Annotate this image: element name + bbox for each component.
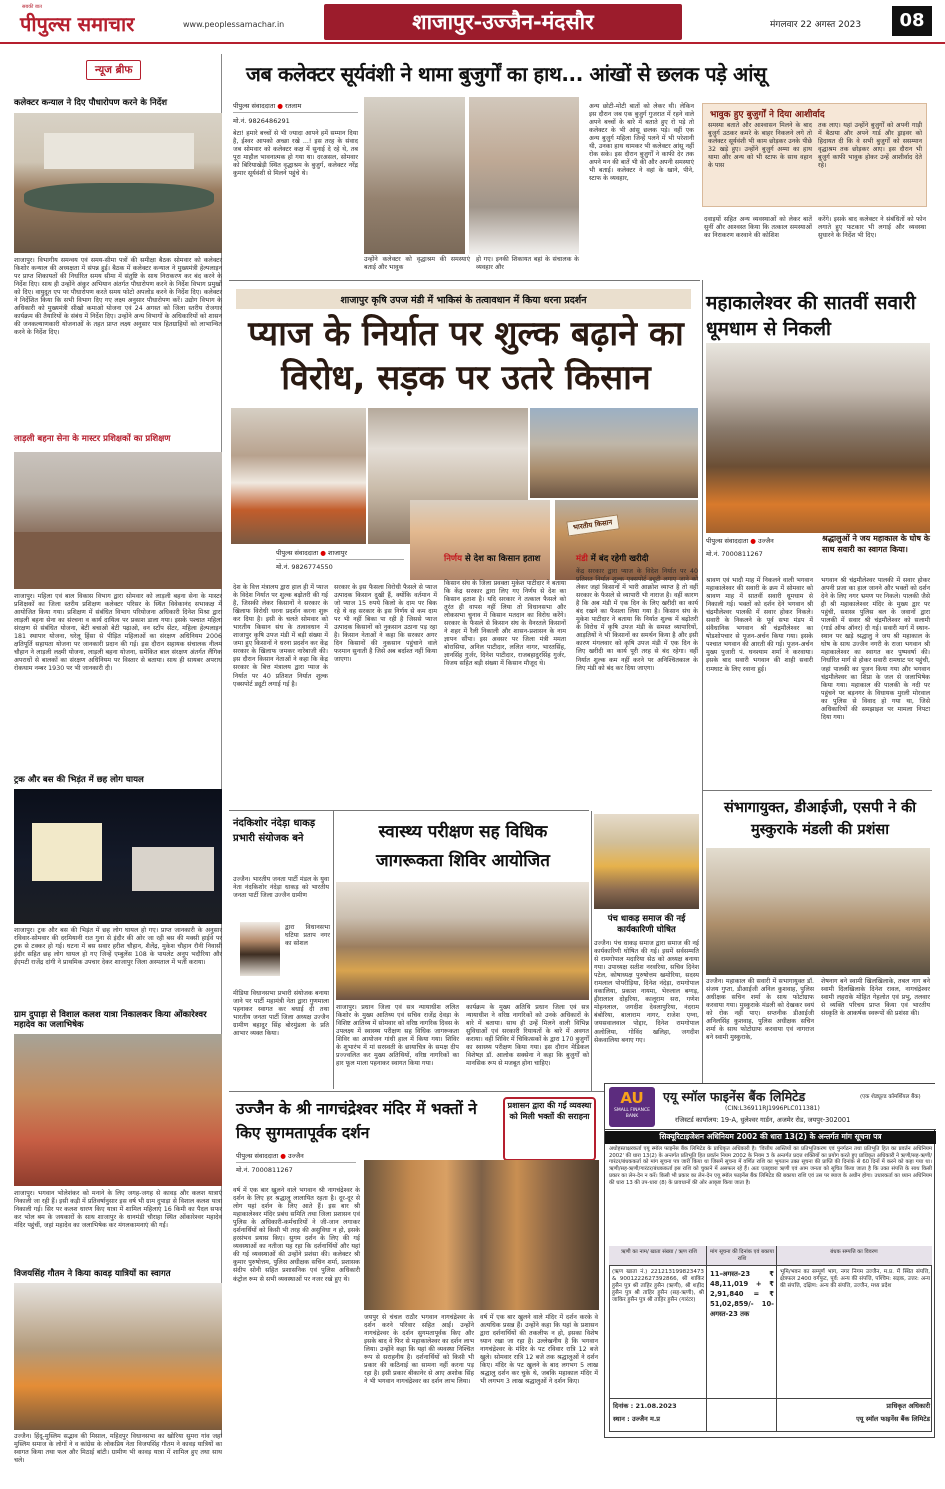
au-date: दिनांक : 21.08.2023 bbox=[613, 1402, 677, 1410]
nand-body-3: मीडिया विधानसभा प्रभारी संयोजक बनाया जाने पर पार्टी महामंत्री नेता द्वारा गुणमाला पहनाकर स्वागत कर बधाई दी तथा भारतीय जनता पार्टी जिला अध्यक्ष उज्जैन ग्रामीण बहादुर सिंह बोरमुंडला के प्रति आभार व्यक्त किया। bbox=[233, 990, 329, 1038]
sambhag-col1: उज्जैन। महाकाल की सवारी में सभागायुक्त डॉ. संजय गुप्ता, डीआईजी अनिल कुशवाह, पुलिस अधीक्षक सचिन शर्मा के साथ फोटोग्राफ करवाया गया। मुस्कुराके मंडली को देखकर स्वयं को रोक नहीं पाए। सप्तनीक डीआईजी अनिलसिंह कुशवाह, पुलिस अधीक्षक सचिन शर्मा के साथ फोटोग्राफ करवाया एवं नागराज बने स्वामी मुस्कुराके, bbox=[706, 978, 814, 1042]
kisan-col3: किसान संघ के जिला प्रवक्ता मुकेश पाटीदार ने बताया कि केंद्र सरकार द्वारा लिए गए निर्णय से देश का किसान हताश है। यदि सरकार ने तत्काल फैसले को तुरंत ही वापस नहीं लिया तो विधानसभा और लोकसभा चुनाव में किसान मतदान का विरोध करेंगे। सरकार के फैसले से किसान संघ के वैनरतले किसानों ने शहर में रैली निकाली और शासन-प्रशासन के नाम ज्ञापन सौंपा। इस अवसर पर जिला मंत्री ममता बोरासिया, अनिल पाटीदार, ललित नागर, भारतसिंह, ज्ञानसिंह गुर्जर, दिनेश पाटीदार, राजबहादुरसिंह गुर्जर, विजय सहित बड़ी संख्या में किसान मौजूद थे। bbox=[444, 580, 566, 668]
top-byline: पीपुल्स संवाददाता ● रतलाम bbox=[233, 101, 358, 113]
brief-2-body: शाजापुर। महिला एवं बाल विकास विभाग द्वारा सोमवार को लाड़ली बहना सेना के मास्टर प्रशिक्षकों का जिला स्तरीय प्रशिक्षण कलेक्टर परिसर के स्थित विवेकानंद सभाकक्ष में आयोजित किया गया। प्रशिक्षण में संबंधित विभाग परियोजना अधिकारी दिनेश मिश्रा द्वारा लाड़ली बहना सेना का संरचना व कार्य दायित्व पर प्रकाश डाला गया। इसके पश्चात महिला संरक्षण से संबंधित योजना, बेटी बचाओ बेटी पढ़ाओ, वन स्टॉप सेंटर, महिला हेल्पलाइन 181 स्थापार योजना, घरेलू हिंसा से पीड़ित महिलाओं का संरक्षण अधिनियम 2006 क्षतिपूर्ति सहायता योजना पर जानकारी प्रदान की गई। इस दौरान सहायक संचालक नीलम चौहान ने लाड़ली लक्ष्मी योजना, लाड़ली बहना योजना, समेकित बाल संरक्षण अंतर्गत लैंगिक अपराधों से बालकों का संरक्षण अधिनियम पर विस्तार से बताया। साथ ही सायबर अपराध रोकथाम नम्बर 1930 पर भी जानकारी दी। bbox=[14, 593, 222, 673]
dhakad-body: उज्जैन। पंच धाकड़ समाज द्वारा समाज की नई कार्यकारिणी घोषित की गई। इसमें सर्वसम्मति से रामगोपाल मदारिया सेठ को अध्यक्ष बनाया गया। उपाध्यक्ष सतीश नरवरिया, सचिव दिनेश पटेल, कोषाध्यक्ष पुरुषोत्तम खमोरिया, सदस्य रामलाल पोपरीड़िया, दिनेश नंदेड़ा, रामगोपाल वकालिया, प्रकाश नायमा, भेरुलाल बग्गड़, हीरालाल दोहरिया, कालूराम सरा, गणेश मोहनलाल, जगदीश देवलापुरिया, नंदराम बंबोरिया, बालाराम नागर, राजेश एग्ना, जयसवालवाल पोद्दार, दिनेश रामगोपाल अलोलिया, गोविंद खलिहा, जगदीश सेकवालिया बनाए गए। bbox=[594, 940, 699, 1044]
dhakad-headline: पंच धाकड़ समाज की नई कार्यकारिणी घोषित bbox=[607, 914, 686, 935]
brief-5-title: विजयसिंह गौतम ने किया कावड़ यात्रियों का स्वागत bbox=[14, 1269, 171, 1279]
mahakal-byline-place: उज्जैन bbox=[758, 537, 774, 545]
divider-top bbox=[229, 280, 700, 281]
kisan-col4: केंद्र सरकार द्वारा प्याज के विदेश निर्यात पर 40 प्रतिशत निर्यात शुल्क एक्सपोर्ट ड्यूटी लगाए जाने को लेकर जहां किसानों में भारी आक्रोश व्याप्त है तो वहीं सरकार के फैसले से व्यापारी भी नाराज है। वहीं कारण है कि अब मंडी में एक दिन के लिए खरीदी का कार्य बंद रखने का फैसला लिया गया है। किसान संघ के मुकेश पाटीदार ने बताया कि निर्यात शुल्क में बढ़ोतरी के विरोध में कृषि उपज मंडी के समस्त व्यापारियों, आड़तियों ने भी किसानों का समर्थन किया है और इसी कारण मंगलवार को कृषि उपज मंडी में एक दिन के लिए खरीदी का कार्य पूरी तरह से बंद रहेगा। वहीं निर्यात शुल्क कम नहीं करने पर अनिश्चितकाल के लिए मंडी को बंद कर दिया जाएगा। bbox=[576, 568, 698, 672]
kisan-phone: मो.नं. 9826774550 bbox=[276, 563, 333, 571]
au-logo: AU bbox=[620, 1089, 644, 1107]
brief-2-title: लाड़ली बहना सेना के मास्टर प्रशिक्षकों का प्रशिक्षण bbox=[14, 434, 171, 444]
top-byline-name: पीपुल्स संवाददाता bbox=[233, 102, 276, 110]
kisan-byline-place: शाजापुर bbox=[328, 549, 348, 557]
top-byline-place: रतलाम bbox=[285, 102, 302, 110]
kisan-col4-heading bbox=[576, 554, 698, 565]
kisan-kicker: शाजापुर कृषि उपज मंडी में भाकिसं के तत्वावधान में किया धरना प्रदर्शन bbox=[340, 295, 587, 306]
divider-nand bbox=[333, 811, 334, 1089]
top-caption-2: हो गए। इनकी शिकायत बहां के संचालक के व्यवहार और bbox=[476, 256, 579, 272]
brief-2-photo bbox=[14, 452, 222, 589]
brief-4-title: ग्राम दुपाड़ा से विशाल कलश यात्रा निकालकर किया ओंकारेश्वर महादेव का जलाभिषेक bbox=[14, 1010, 207, 1030]
kisan-col4-heading-lead: मंडी bbox=[576, 554, 588, 564]
brief-5-body: उज्जैन। हिंदू-मुस्लिम सद्भाव की मिसाल, महिदपुर विधानसभा का खोरिया सुमरा गांव जहां मुस्लिम समाज के लोगों ने व कांग्रेस के लोकप्रिय नेता विजयसिंह गौतम ने कावड़ यात्रियों का स्वागत किया तथा फल और मिठाई बांटी। ग्रामीण भी कावड़ यात्रा में शामिल हुए तथा साथ चले। bbox=[14, 1433, 222, 1465]
kisan-byline: पीपुल्स संवाददाता ● शाजापुर bbox=[276, 548, 404, 560]
au-row-property: भूमि/भवन का सम्पूर्ण भाग, नगर निगम उज्जैन, म.प्र. में स्थित संपत्ति, क्षेत्रफल 2400 वर्गफुट, पूर्व: अन्य की संपत्ति, पश्चिम: सड़क, उत्तर: अन्य की संपत्ति, दक्षिण: अन्य की संपत्ति, उज्जैन, मध्य प्रदेश bbox=[780, 1269, 930, 1289]
mahakal-col2: भगवान श्री चंद्रमौलेश्वर पालकी में सवार होकर अपनी प्रजा का हाल जानने और भक्तों को दर्शन देने के लिए नगर भ्रमण पर निकले। पालकी जैसे ही श्री महाकालेश्वर मंदिर के मुख्य द्वार पर पहुंची, सशस्त्र पुलिस बल के जवानों द्वारा पालकी में सवार श्री चंद्रमौलेश्वर को सलामी (गार्ड ऑफ ऑनर) दी गई। सवारी मार्ग में स्थान-स्थान पर खड़े श्रद्धालु ने जय श्री महाकाल के घोष के साथ उज्जैन नगरी के राजा भगवान श्री महाकालेश्वर का स्वागत कर पुष्पवर्षा की। निर्धारित मार्ग से होकर सवारी रामघाट पर पहुंची, जहां पालकी का पूजन किया गया और भगवान चंद्रमौलेश्वर का शिप्रा के जल से जलाभिषेक किया गया। महाकाल की पालकी के नदी पर पहुंचने पर बड़नगर के विधायक मुरली मोरवाल का पुलिस से विवाद हो गया था, जिसे अधिकारियों की समझाइश पर मामला निपटा दिया गया। bbox=[821, 577, 930, 721]
kisan-col3-heading-lead: निर्णय bbox=[444, 554, 462, 564]
sambhag-photo bbox=[706, 848, 930, 975]
news-brief-column bbox=[14, 54, 222, 1465]
top-col1: बेटा! हमारे बच्चों से भी ज्यादा आपने हमें सम्मान दिया है, ईश्वर आपको अच्छा रखे ...! इस तरह के संवाद जब सोमवार को कलेक्टर कक्ष में सुनाई दे रहे थे, तब पूरा माहौल भावनात्मक हो गया था। दरअसल, सोमवार को बिरियाखेड़ी स्थित वृद्धाश्रम के बुजुर्ग, कलेक्टर नरेंद्र कुमार सूर्यवंशी से मिलने पहुंचे थे। bbox=[233, 130, 358, 178]
top-caption-1: उन्होंने कलेक्टर को वृद्धाश्रम की समस्याएं बताई और भावुक bbox=[364, 256, 470, 272]
nag-phone: मो.नं. 7000811267 bbox=[236, 1166, 293, 1174]
divider-dhakad bbox=[591, 811, 592, 1091]
au-cin: (CIN:L36911RJ1996PLC011381) bbox=[725, 1105, 820, 1112]
top-headline: जब कलेक्टर सूर्यवंशी ने थामा बुजुर्गों का हाथ... आंखों से छलक पड़े आंसू bbox=[246, 62, 767, 86]
website-url[interactable]: www.peoplessamachar.in bbox=[183, 20, 285, 29]
nag-side-headline: प्रशासन द्वारा की गई व्यवस्था को मिली भक्तों की सराहना bbox=[507, 1101, 592, 1121]
nag-byline-name: पीपुल्स संवाददाता bbox=[236, 1152, 279, 1160]
health-col1: शाजापुर। प्रधान जिला एवं सत्र न्यायाधीश ललित किशोर के मुख्य आतिथ्य एवं सचिव राजेंद्र देवड़ा के विशिष्ट आतिथ्य में सोमवार को वरिष्ठ नागरिक दिवस के उपलक्ष्य में स्वास्थ्य परीक्षण सह विधिक जागरूकता शिविर का आयोजन गांधी हाल में किया गया। शिविर के शुभारंभ में मां सरस्वती के छायाचित्र के समक्ष दीप प्रज्ज्वलित कर मुख्य अतिथियों, वरिष्ठ नागरिकों का हार फूल माला पहनाकर स्वागत किया गया। bbox=[336, 1004, 459, 1068]
kisan-photo-4 bbox=[410, 500, 550, 580]
au-sign-2: एयू स्मॉल फाइनेंस बैंक लिमिटेड bbox=[856, 1415, 930, 1423]
masthead-tag: सबकी बात bbox=[22, 4, 42, 10]
brief-3-body: शाजापुर। ट्रक और बस की भिड़ंत में छह लोग घायल हो गए। प्राप्त जानकारी के अनुसार रविवार-सोमवार की दरमियानी रात गुना से इंदौर की ओर जा रही बस की मक्सी हाईवे पर ट्रक से टक्कर हो गई। घटना में बस सवार हरीश चौहान, शैलेंद्र, मुकेश चौहान रौनी निवासी इंदौर सहित छह लोग घायल हो गए जिन्हें एम्बुलेंस 108 के पायलेट अनूप भदौरिया और ईएमटी राजेंद्र दांगी ने प्राथमिक उपचार देकर शाजापुर जिला अस्पताल में भर्ती कराया। bbox=[14, 927, 222, 967]
top-sidebox-title: भावुक हुए बुजुर्गों ने दिया आशीर्वाद bbox=[710, 110, 825, 120]
nag-headline: उज्जैन के श्री नागचंद्रेश्वर मंदिर में भक्तों ने किए सुगमतापूर्वक दर्शन bbox=[236, 1100, 477, 1142]
nag-col1: वर्ष में एक बार खुलने वाले भगवान श्री नागचंद्रेश्वर के दर्शन के लिए हर श्रद्धालु लालायित रहता है। दूर-दूर से लोग यहां दर्शन के लिए आते हैं। इस बार श्री महाकालेश्वर मंदिर प्रबंध समिति तथा जिला प्रशासन एवं पुलिस के अधिकारी-कर्मचारियों ने जी-जान लगाकर दर्शनार्थियों को किसी भी तरह की असुविधा न हो, इसके हरसंभव प्रयास किए। सुगम दर्शन के लिए की गई व्यवस्थाओं का नतीजा यह रहा कि दर्शनार्थियों और यहां की गई व्यवस्थाओं की उन्होंने प्रशंसा की। कलेक्टर श्री कुमार पुरुषोत्तम, पुलिस अधीक्षक सचिन शर्मा, प्रशासक संदीप सोनी सहित प्रशासनिक एवं पुलिस अधिकारी कंट्रोल रूम से सभी व्यवस्थाओं पर नजर रखे हुए थे। bbox=[233, 1187, 360, 1283]
mahakal-byline: पीपुल्स संवाददाता ● उज्जैन bbox=[706, 537, 774, 545]
au-logo-sub: SMALL FINANCE BANK bbox=[614, 1108, 650, 1119]
au-notice-title: सिक्यूरिटाइजेशन अधिनियम 2002 की धारा 13(2) के अन्तर्गत मांग सूचना पत्र bbox=[659, 1132, 882, 1141]
au-company-tag: (एक शेड्यूल्ड कॉमर्शियल बैंक) bbox=[860, 1094, 921, 1100]
dhakad-photo bbox=[594, 814, 699, 909]
au-th-2: मांग सूचना की दिनांक एवं बकाया राशि bbox=[710, 1249, 774, 1262]
top-sidebox-left: समस्या बताते और आश्वासन मिलने के बाद बुजुर्ग उठकर कमरे के बाहर निकलने लगे तो कलेक्टर सूर्यवंशी भी काम छोड़कर उनके पीछे 32 खड़े हुए। उन्होंने बुजुर्ग अम्मा का हाथ थामा और अन्य को भी स्टाफ के साथ वहान के पास bbox=[708, 122, 812, 170]
nag-col3: वर्ष में एक बार खुलने वाले मंदिर में दर्शन करके वे अत्यधिक प्रसन्न हैं। उन्होंने कहा कि यहां के प्रशासन द्वारा दर्शनार्थियों की तकलीफ न हो, इसका विशेष ध्यान रखा जा रहा है। उल्लेखनीय है कि भगवान नागचंद्रेश्वर के मंदिर के पट रविवार रात्रि 12 बजे खुले। सोमवार रात्रि 12 बजे तक श्रद्धालुओं ने दर्शन किए। मंदिर के पट खुलने के बाद लगभग 5 लाख श्रद्धालु दर्शन कर चुके थे, जबकि महाकाल मंदिर में भी लगभग 3 लाख श्रद्धालुओं ने दर्शन किए। bbox=[480, 1314, 598, 1386]
divider-mahakal bbox=[702, 790, 932, 791]
health-photo bbox=[336, 882, 589, 1000]
au-address: रजिस्टर्ड कार्यालय: 19-A, धुलेश्वर गार्डन, अजमेर रोड, जयपुर-302001 bbox=[675, 1116, 851, 1124]
au-th-1: ऋणी का नाम/ खाता संख्या / ऋण राशि bbox=[620, 1249, 698, 1255]
masthead-logo: पीपुल्स समाचार bbox=[20, 12, 135, 36]
au-company: एयू स्मॉल फाइनेंस बैंक लिमिटेड bbox=[663, 1089, 806, 1104]
kisan-byline-name: पीपुल्स संवाददाता bbox=[276, 549, 319, 557]
news-brief-label: न्यूज ब्रीफ bbox=[86, 60, 141, 80]
brief-1-body: शाजापुर। विभागीय समन्वय एवं समय-सीमा पत्रों की समीक्षा बैठक सोमवार को कलेक्टर किशोर कन्याल की अध्यक्षता में संपन्न हुई। बैठक में कलेक्टर कन्याल ने मुख्यमंत्री हेल्पलाइन पर प्राप्त शिकायतों की निर्धारित समय सीमा में संतुष्टि के साथ निराकरण कर बंद करने के निर्देश दिए। साथ ही उन्होंने अंकुर अभियान अंतर्गत पौधारोपण करने के निर्देश विभाग प्रमुखों को दिए। वायुदूत एप पर पौधारोपण करते समय फोटो अपलोड करने के निर्देश दिए। कलेक्टर ने निर्देशित किया कि सभी विभाग दिए गए लक्ष्य अनुसार पौधारोपण करें। उद्योग विभाग के अधिकारी को मुख्यमंत्री सीखो कमाओ योजना एवं 24 अगस्त को जिला स्तरीय रोजगार कार्यक्रम की तैयारियों के संबंध में निर्देश दिए। उन्होंने अन्य विभागों के अधिकारियों को शासन की जनकल्याणकारी योजनाओं के तहत प्राप्त लक्ष्य अनुसार पात्र हितग्राहियों को लाभान्वित करने के निर्देश दिए। bbox=[14, 257, 222, 337]
nag-byline-place: उज्जैन bbox=[288, 1152, 304, 1160]
mahakal-photo bbox=[706, 343, 930, 533]
nand-photo bbox=[240, 922, 280, 976]
divider-kisan bbox=[229, 810, 589, 811]
kisan-col3-heading-rest: से देश का किसान हताश bbox=[462, 554, 541, 564]
nand-headline: नंदकिशोर नंदेड़ा धाकड़ प्रभारी संयोजक बने bbox=[233, 818, 316, 844]
health-headline: स्वास्थ्य परीक्षण सह विधिक जागरूकता शिविर आयोजित bbox=[376, 822, 550, 871]
brief-4-photo bbox=[14, 1034, 222, 1186]
kisan-photo-3 bbox=[530, 408, 698, 498]
au-row-amount: 11-अगस्त-23 ₹ 48,11,019 + ₹ 2,91,840 = ₹ 51,02,859/- 10-अगस्त-23 तक bbox=[710, 1270, 774, 1318]
nag-photo bbox=[364, 1160, 599, 1310]
mahakal-headline: महाकालेश्वर की सातवीं सवारी धूमधाम से निकली bbox=[706, 292, 916, 340]
kisan-banner-text: भारतीय किसान bbox=[566, 514, 619, 536]
kisan-col4-heading-rest: में बंद रहेगी खरीदी bbox=[587, 554, 649, 564]
health-col2: कार्यक्रम के मुख्य अतिथि प्रधान जिला एवं सत्र न्यायाधीश ने वरिष्ठ नागरिकों को उनके अधिकारों के बारे में बताया। साथ ही उन्हें मिलने वाली विभिन्न सुविधाओं एवं सरकारी रियायतों के बारे में अवगत कराया। वहीं शिविर में चिकित्सकों के द्वारा 170 बुजुर्गों का स्वास्थ्य परीक्षण किया गया। इस दौरान मेडिकल विशेषज्ञ डॉ. आलोक सक्सेना ने कहा कि बुजुर्गों को मानसिक रूप से मजबूत होना चाहिए। bbox=[466, 1004, 589, 1068]
top-phone: मो.नं. 9826486291 bbox=[233, 117, 290, 125]
kisan-col1: देश के वित्त मंत्रालय द्वारा हाल ही में प्याज के विदेश निर्यात पर शुल्क बढ़ोतरी की गई है, जिसकी लेकर किसानों ने सरकार के खिलाफ विरोधी धरना प्रदर्शन करना शुरू कर दिया है। इसी के चलते सोमवार को भारतीय किसान संघ के तत्वावधान में शाजापुर कृषि उपज मंडी में बड़ी संख्या में जमा हुए किसानों ने धरना प्रदर्शन कर केंद्र सरकार के खिलाफ जमकर नारेबाजी की। इस दौरान किसान नेताओं ने कहा कि केंद्र सरकार के बित्त मंत्रालय द्वारा प्याज के निर्यात पर 40 प्रतिशत निर्यात शुल्क एक्सपोर्ट ड्यूटी लगाई गई है। bbox=[233, 584, 328, 688]
brief-3-title: ट्रक और बस की भिड़ंत में छह लोग घायल bbox=[14, 775, 144, 785]
top-col6b: करेंगे। इसके बाद कलेक्टर ने संबंधितों को फोन लगाते हुए फटकार भी लगाई और व्यवस्था सुधारने के निर्देश भी दिए। bbox=[818, 216, 926, 240]
top-photo-2 bbox=[469, 97, 579, 254]
kisan-col2: सरकार के इस फैसला विरोधी फैसले से प्याज उत्पादक किसान दुखी हैं, क्योंकि वर्तमान में जो प्याज 15 रुपये किलो के दाम पर बिक रहे थे वह सरकार के इस निर्णय से कम दाम पर भी नहीं बिका पा रही है जिससे प्याज उत्पादक किसानों को नुकसान उठाना पड़ रहा है। किसान नेताओं ने कहा कि सरकार अगर दिन किसानों की नुकसान पहुंचाने वाले फरमान सुनाती है जिसे अब बर्दाश्त नहीं किया जाएगा। bbox=[334, 584, 437, 664]
au-sign-1: प्राधिकृत अधिकारी bbox=[886, 1402, 930, 1410]
top-col4: अन्य छोटी-मोटी बातों को लेकर थी। लेकिन इस दौरान जब एक बुजुर्ग गुजरात में रहने वाले अपने बच्चों के बारे में बताते हुए रो पड़े तो कलेक्टर के भी आंसू छलक पड़े। वहीं एक अन्य बुजुर्ग महिला जिन्हें पलने में भी परेशानी थी, उनका हाथ थामकर भी कलेक्टर आंसू नहीं रोक सके। इस दौरान बुजुर्गों ने काफी देर तक अपने मन की बातें भी की और अपनी समस्याएं भी बताई। कलेक्टर ने वहां के खाने, पीने, स्टाफ के व्यवहार, bbox=[589, 103, 694, 183]
au-ad bbox=[604, 1083, 935, 1438]
top-photo-1 bbox=[364, 97, 465, 254]
mahakal-byline-name: पीपुल्स संवाददाता bbox=[706, 537, 749, 545]
section-title: शाजापुर-उज्जैन-मंदसौर bbox=[412, 10, 594, 34]
kisan-headline: प्याज के निर्यात पर शुल्क बढ़ाने का विरोध, सड़क पर उतरे किसान bbox=[248, 314, 684, 398]
kisan-photo-1 bbox=[231, 408, 366, 544]
masthead-bar bbox=[0, 0, 945, 44]
nand-body-1: उज्जैन। भारतीय जनता पार्टी मंडल के युवा नेता नंदकिशोर नंदेड़ा धाकड़ को भारतीय जनता पार्टी जिला उज्जैन ग्रामीण bbox=[233, 876, 329, 900]
page-number: 08 bbox=[892, 6, 932, 36]
sambhag-headline: संभागायुक्त, डीआईजी, एसपी ने की मुस्कुराके मंडली की प्रशंसा bbox=[723, 800, 917, 838]
au-notice-body: अधोहस्ताक्षरकर्ता एयू स्मॉल फाइनेंस बैंक लिमिटेड के प्राधिकृत अधिकारी है। 'वित्तीय आस्तियों का प्रतिभूतिकरण एवं पुनर्गठन तथा प्रतिभूति हित का प्रवर्तन अधिनियम 2002' की धारा 13(2) के अन्तर्गत प्रतिभूति हित प्रवर्तन नियम 2002 के नियम 3 के अन्तर्गत प्रदत्त शक्तियों का प्रयोग करते हुए प्राधिकृत अधिकारी ने ऋणी/सह-ऋणी/गारंटर/बंधककर्ता को मांग सूचना पत्र जारी किया था जिसमें सूचना में वर्णित राशि का भुगतान उक्त सूचना की प्राप्ति की दिनांक से 60 दिनों में करने को कहा गया था। ऋणी/सह-ऋणी/गारंटर/बंधककर्ता इस राशि को चुकाने में असफल रहे हैं। अतः एतद्द्वारा ऋणी एवं आम जनता को सूचित किया जाता है कि उक्त संपत्ति के साथ किसी प्रकार का लेन-देन न करें। किसी भी प्रकार का लेन-देन एयू स्मॉल फाइनेंस बैंक लिमिटेड की बकाया राशि एवं उस पर ब्याज के अधीन होगा। उधारकर्ता का ध्यान अधिनियम की धारा 13 की उप-धारा (8) के प्रावधानों की ओर आकृष्ट किया जाता है। bbox=[609, 1146, 932, 1186]
au-place: स्थान : उज्जैन म.प्र bbox=[613, 1415, 660, 1423]
top-col6a: दवाइयों सहित अन्य व्यवस्थाओं को लेकर बातें सुनीं और आश्वस्त किया कि तत्काल समस्याओं का निराकरण करवाने की कोशिश bbox=[704, 216, 812, 240]
mahakal-lead: श्रद्धालुओं ने जय महाकाल के घोष के साथ सवारी का स्वागत किया। bbox=[822, 534, 930, 554]
nag-byline: पीपुल्स संवाददाता ● उज्जैन bbox=[236, 1151, 356, 1163]
issue-date: मंगलवार 22 अगस्त 2023 bbox=[770, 20, 862, 30]
kisan-col3-heading bbox=[444, 554, 566, 565]
mahakal-col1: श्रावण एवं भादौ माह में निकलने वाली भगवान महाकालेश्वर की सवारी के क्रम में सोमवार को श्रावण माह में सातवीं सवारी धूमधाम से निकाली गई। भक्तों को दर्शन देने भगवान श्री चंद्रमौलेश्वर पालकी में सवार होकर निकले। सवारी के निकलने के पूर्व सभा मंडप में संवैधानिक भगवान श्री चंद्रमौलेश्वर का षोडशोपचार से पूजन-अर्चन किया गया। इसके पश्चात भगवान की आरती की गई। पूजन-अर्चन मुख्य पुजारी पं. घनश्याम शर्मा ने करवाया। इसके बाद सवारी भगवान की शाही सवारी रामघाट के लिए रवाना हुई। bbox=[706, 577, 813, 673]
brief-4-body: शाजापुर। भगवान भोलेशंकर को मनाने के लिए जगह-जगह से कावड़ और कलश यात्राएं निकाली जा रही हैं। इसी कड़ी में प्रतिवर्षानुसार इस वर्ष भी ग्राम दुपाड़ा से विशाल कलश यात्रा निकाली गई। सिर पर कलश धारण किए यात्रा में शामिल महिलाएं 16 किमी का पैदल सफर कर भोल बम के जयकारों के साथ शाजापुर के धानमंडी चौराहा स्थित ओंकारेश्वर महादेव मंदिर पहुंचीं, जहां महादेव का जलाभिषेक कर मंगलकामनाएं की गईं। bbox=[14, 1190, 222, 1230]
sambhag-col2: शेषनाग बने स्वामी खिलखिलाके, तबल नाग बने स्वामी दिलखिलाके दिनेश रावल, नागचंद्रेश्वर स्वामी लहराके मोहित गेहलोत एवं प्रभु, तलवार से व्यक्ति परिचय प्राप्त किया एवं भारतीय संस्कृति के आकर्षक स्वरूपों की प्रशंसा की। bbox=[821, 978, 930, 1018]
nand-body-2: द्वारा विधानसभा घटिया प्रताप नगर का सोशल bbox=[285, 924, 330, 948]
top-sidebox-right: तक लाए। यहां उन्होंने बुजुर्गों को अपनी गाड़ी में बैठाया और अपने गार्ड और ड्राइवर को हिदायत दी कि वे सभी बुजुर्गों को ससम्मान वृद्धाश्रम तक छोड़कर आए। इस दौरान भी बुजुर्ग काफी भावुक होकर उन्हें आशीर्वाद देते रहे। bbox=[818, 122, 922, 170]
brief-3-photo bbox=[14, 789, 222, 924]
au-row-borrower: (ऋण खाता नं.) 221213199823473 & 9001222627392866, श्री शाकिर हुसैन पुत्र श्री ताहिर हुसैन (ऋणी), श्री शहीद हुसैन पुत्र श्री ताहिर हुसैन (सह-ऋणी), श्री जाकिर हुसैन पुत्र श्री ताहिर हुसैन (गारंटर) bbox=[612, 1269, 704, 1303]
brief-5-photo bbox=[14, 1283, 222, 1430]
nag-caption: जयपुर से चंचल राठौर भगवान नागचंद्रेश्वर के दर्शन करने परिवार सहित आईं। उन्होंने नागचंद्रेश्वर के दर्शन सुगमतापूर्वक किए और इसके बाद वे फिर से महाकालेश्वर का दर्शन लाभ लिया। उन्होंने कहा कि यहां की व्यवस्था निश्चित रूप से सराहनीय है। दर्शनार्थियों को किसी भी प्रकार की कठिनाई का सामना नहीं करना पड़ रहा है। इसी प्रकार बीकानेर से आए अशोक सिंह ने भी भगवान नागचंद्रेश्वर का दर्शन लाभ लिया। bbox=[364, 1314, 474, 1386]
au-th-3: बंधक सम्पत्ति का विवरण bbox=[830, 1249, 878, 1255]
mahakal-phone: मो.नं. 7000811267 bbox=[706, 550, 763, 558]
brief-1-title: कलेक्टर कन्याल ने दिए पौधारोपण करने के निर्देश bbox=[14, 98, 168, 108]
brief-1-photo bbox=[14, 113, 222, 253]
